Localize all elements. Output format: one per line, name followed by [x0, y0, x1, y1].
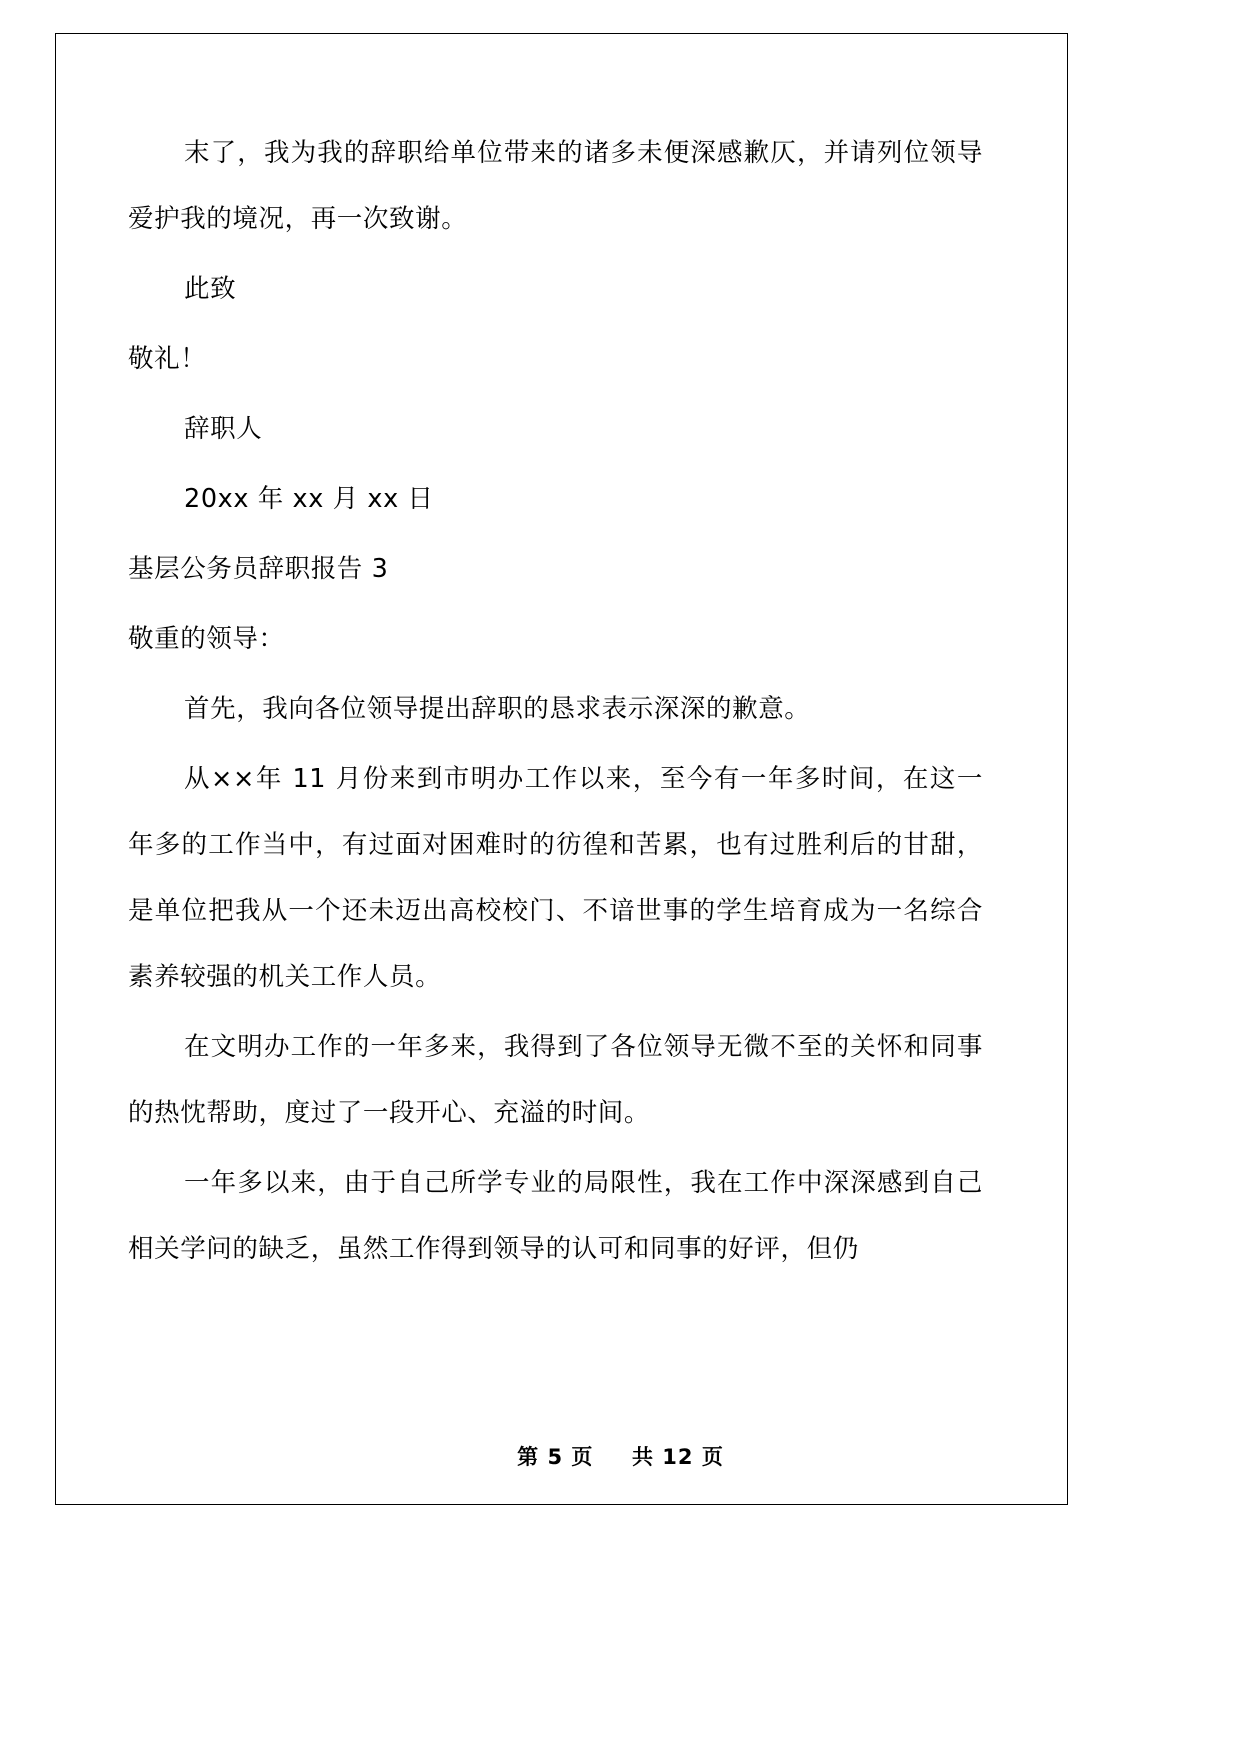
paragraph-signature: 辞职人	[184, 414, 263, 444]
paragraph-date: 20xx 年 xx 月 xx 日	[184, 484, 434, 514]
paragraph-closing-cizhi: 此致	[184, 274, 237, 304]
section-heading: 基层公务员辞职报告 3	[128, 554, 389, 584]
paragraph: 末了，我为我的辞职给单位带来的诸多未便深感歉仄，并请列位领导爱护我的境况，再一次致谢。	[128, 138, 983, 234]
footer-page-number: 第 5 页	[517, 1445, 594, 1469]
document-content	[128, 120, 983, 1286]
paragraph: 从××年 11 月份来到市明办工作以来，至今有一年多时间，在这一年多的工作当中，有过面对困难时的彷徨和苦累，也有过胜利后的甘甜，是单位把我从一个还未迈出高校校门、不谙世事的学生培育成为一名综合素养较强的机关工作人员。	[128, 764, 983, 992]
paragraph: 首先，我向各位领导提出辞职的恳求表示深深的歉意。	[184, 694, 811, 724]
footer-total-pages: 共 12 页	[632, 1445, 724, 1469]
paragraph: 在文明办工作的一年多来，我得到了各位领导无微不至的关怀和同事的热忱帮助，度过了一段开心、充溢的时间。	[128, 1032, 983, 1128]
paragraph-closing-jingli: 敬礼！	[128, 344, 207, 374]
page-footer	[0, 1441, 1241, 1471]
paragraph: 一年多以来，由于自己所学专业的局限性，我在工作中深深感到自己相关学问的缺乏，虽然工作得到领导的认可和同事的好评，但仍	[128, 1168, 983, 1264]
paragraph-salutation: 敬重的领导：	[128, 624, 285, 654]
